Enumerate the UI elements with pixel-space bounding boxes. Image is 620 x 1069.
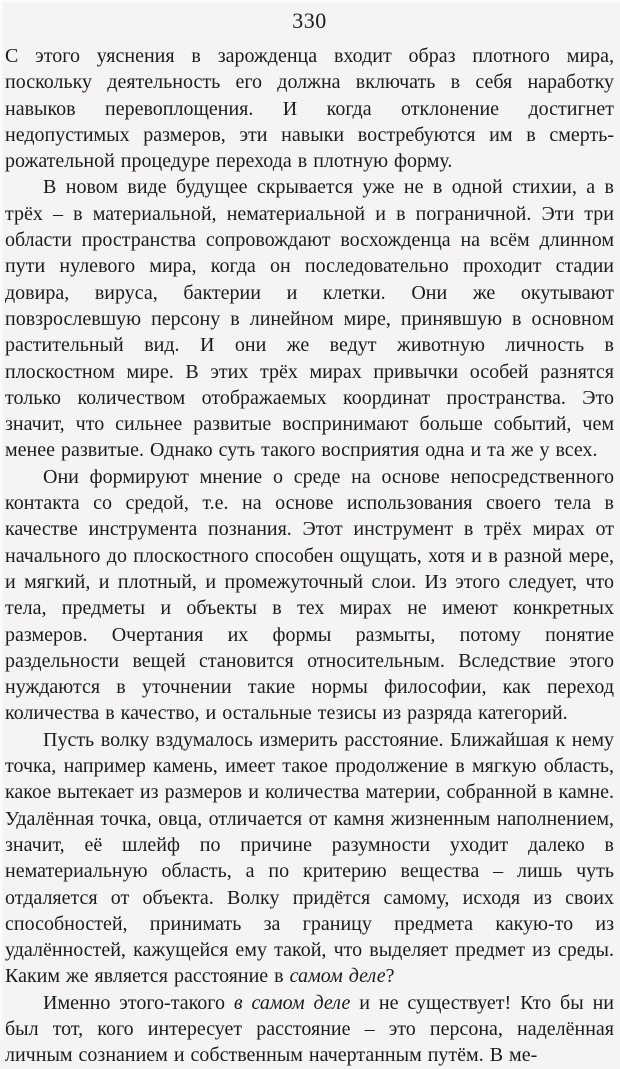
text-segment: Именно этого-такого <box>43 991 234 1014</box>
text-segment: С этого уяснения в зарожденца входит образ плотного мира, поскольку деятельность его должна включать в себя наработку навыков перевоплощения. И когда отклонение достигнет недопустимых размеров, эти навыки востребуются им в смерть-рожательной процедуре перехода в плотную форму. <box>5 45 614 173</box>
text-segment: В новом виде будущее скрывается уже не в одной стихии, а в трёх – в материальной, нематериальной и в пограничной. Эти три области пространства сопровождают восхожденца на всём длинном пути нулевого мира, когда он последовательно проходит стадии довира, вируса, бактерии и клетки. Они же окутывают повзрослевшую персону в линейном мире, принявшую в основном растительный вид. И они же ведут животную личность в плоскостном мире. В этих трёх мирах привычки особей разнятся только количеством отображаемых координат пространства. Это значит, что сильнее развитые воспринимают больше событий, чем менее развитые. Однако суть такого восприятия одна и та же у всех. <box>5 176 614 462</box>
text-segment: Пусть волку вздумалось измерить расстояние. Ближайшая к нему точка, например камень, имеет такое продолжение в мягкую область, какое вытекает из размеров и количества материи, собранной в камне. Удалённая точка, овца, отличается от камня жизненным наполнением, значит, её шлейф по причине разумности уходит далеко в нематериальную область, а по критерию вещества – лишь чуть отдаляется от объекта. Волку придётся самому, исходя из своих способностей, принимать за границу предмета какую-то из удалённостей, кажущейся ему такой, что выделяет предмет из среды. Каким же является расстояние в <box>5 728 614 988</box>
page-body <box>5 43 614 1069</box>
paragraph-1 <box>5 43 614 174</box>
text-segment: ? <box>385 965 395 988</box>
paragraph-4 <box>5 727 614 990</box>
paragraph-3 <box>5 464 614 727</box>
page-number: 330 <box>292 8 327 33</box>
text-segment: Они формируют мнение о среде на основе непосредственного контакта со средой, т.е. на основе использования своего тела в качестве инструмента познания. Этот инструмент в трёх мирах от начального до плоскостного способен ощущать, хотя и в разной мере, и мягкий, и плотный, и промежуточный слои. Из этого следует, что тела, предметы и объекты в тех мирах не имеют конкретных размеров. Очертания их формы размыты, потому понятие раздельности вещей становится относительным. Вследствие этого нуждаются в уточнении такие нормы философии, как переход количества в качество, и остальные тезисы из разряда категорий. <box>5 465 614 725</box>
text-segment: и не существует! Кто бы ни был тот, кого интересует расстояние – это персона, наделённая личным сознанием и собственным начертанным путём. В ме- <box>5 991 614 1067</box>
italic-phrase: в самом деле <box>233 991 351 1014</box>
paragraph-5 <box>5 990 614 1069</box>
paragraph-2 <box>5 174 614 463</box>
italic-phrase: самом деле <box>289 965 386 988</box>
